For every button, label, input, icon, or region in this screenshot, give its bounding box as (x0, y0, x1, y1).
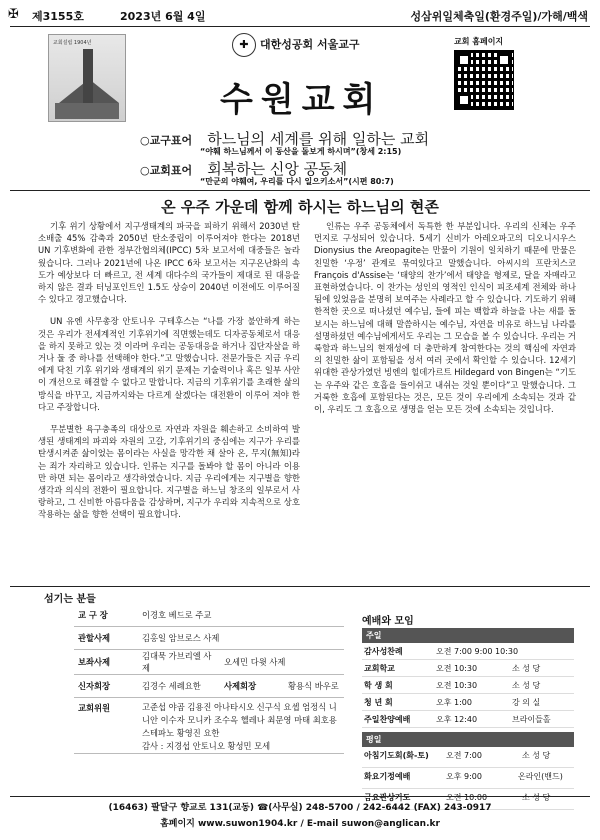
service-place: 소 성 당 (512, 664, 541, 673)
list-item (362, 747, 574, 768)
service-name: 감사성찬례 (364, 647, 403, 656)
service-place: 브라이들홀 (512, 715, 551, 724)
motto-label: ○교구표어 (140, 134, 193, 147)
service-name: 청 년 회 (364, 698, 393, 707)
staff-person: 김대묵 가브리엘 사제 (142, 651, 212, 673)
staff-auditor: 감사 : 지경섭 안토니오 황성민 모세 (142, 741, 271, 751)
service-name: 화요기정예배 (364, 772, 411, 781)
service-name: 교회학교 (364, 664, 395, 673)
web-email-line[interactable]: 홈페이지 www.suwon1904.kr / E-mail suwon@anglican.kr (160, 819, 440, 829)
service-name: 금요관상기도 (364, 793, 411, 802)
service-name: 주일찬양예배 (364, 715, 411, 724)
qr-finder-icon (457, 93, 471, 107)
church-photo (48, 34, 126, 122)
list-item (362, 643, 574, 660)
staff-role: 보좌사제 (78, 657, 111, 667)
service-time: 오후 12:40 (436, 715, 478, 724)
weekday-label: 평일 (362, 732, 574, 747)
article-paragraph: 인류는 우주 공동체에서 독특한 한 부분입니다. 우리의 신체는 우주먼지로 구성되어 있습니다. 5세기 신비가 아레오파고의 디오니시우스 Dionysius the Areopagite는 만물이 기원이 일치하기 때문에 만물은 친밀한 ‘우정’ 관계로 묶여있다고 말했습니다. 아씨시의 프란치스코 François d'Assise는 ‘태양의 찬가’에서 태양을 형제로, 달을 자매라고 표현하였습니다. 이 찬가는 성인의 영적인 인식이 피조세계 전체와 하나 됨에 있었음을 분명히 보여주는 사례라고 할 수 있습니다. 기도하기 위해 한적한 곳으로 떠나셨던 예수님, 들에 피는 백합과 하늘을 나는 새를 돌보시는 하느님에 대해 말씀하시는 예수님, 자연을 비유로 하느님 나라를 설명하셨던 예수님에게서도 우리는 그 모습을 볼 수 있습니다. 우리는 거룩함과 하느님의 현재성에 더 충만하게 참여한다는 것의 핵심에 자연과의 친밀한 삶이 포함됨을 성서 여러 곳에서 확인할 수 있습니다. 12세기 위대한 관상가였던 빙엔의 힐데가르트 Hildegard von Bingen는 “기도는 우주와 같은 호흡을 들이쉬고 내쉬는 것일 뿐이다”고 말했습니다. 그 거룩한 호흡에 포함된다는 것은, 모든 것이 우리에게 소속되는 것과 같이, 우리도 그 호흡으로 생명을 얻는 모든 것에 소속되는 것입니다. (314, 221, 576, 415)
issue-header (8, 8, 592, 24)
list-item (362, 768, 574, 789)
table-row (74, 675, 344, 698)
diocese-name: 대한성공회 서울교구 (260, 38, 360, 51)
homepage-label: 교회 홈페이지 (454, 37, 504, 46)
footer-divider (10, 796, 590, 797)
service-time: 오전 7:00 (446, 751, 482, 760)
staff-person: 김홍일 암브로스 사제 (142, 633, 220, 643)
worship-title: 예배와 모임 (362, 616, 414, 627)
motto-verse: “야훼 하느님께서 이 동산을 돌보게 하시며”(창세 2:15) (200, 147, 402, 156)
church-base-shape (55, 103, 119, 119)
motto-verse: “만군의 야훼여, 우리를 다시 일으키소서”(시편 80:7) (200, 177, 394, 186)
staff-person: 황용식 바우로 (288, 681, 339, 691)
staff-role: 사제회장 (224, 681, 257, 691)
article-paragraph: UN 유엔 사무총장 안토니우 구테후스는 “나를 가장 불안하게 하는 것은 우리가 전세계적인 기후위기에 직면했는데도 디자공동체로서 대응을 하지 못하고 있는 것 이라며 우리는 공동대응을 하거나 집단자살을 하거나 둘 중 하나를 선택해야 한다.”고 말했습니다. 전문가들은 지금 우리에게 닥친 기후 위기와 생태계의 위기 문제는 기술력이나 혹은 일부 사안이 개선으로 해결할 수 없다고 말합니다. 지금의 기후위기를 초래한 삶의 방식을 바꾸고, 지금까지와는 다르게 살겠다는 대전환이 이루어 져야 한다고 주장합니다. (38, 316, 300, 412)
feast-day: 성삼위일체축일(환경주일)/가해/백색 (410, 10, 588, 23)
staff-role: 교 구 장 (78, 610, 108, 620)
contact-footer (10, 800, 590, 829)
cross-icon: ✠ (8, 7, 19, 22)
staff-role: 관할사제 (78, 633, 111, 643)
table-row (74, 604, 344, 627)
list-item (362, 711, 574, 728)
service-name: 학 생 회 (364, 681, 393, 690)
service-place: 소 성 당 (512, 681, 541, 690)
qr-finder-icon (457, 53, 471, 67)
service-place: 강 의 실 (512, 698, 541, 707)
table-row (74, 627, 344, 650)
bottom-section-divider (10, 586, 590, 587)
issue-date: 2023년 6월 4일 (120, 10, 206, 23)
service-place: 온라인(밴드) (518, 772, 563, 781)
article-column-right (314, 220, 576, 425)
motto-label: ○교회표어 (140, 164, 193, 177)
table-row (74, 650, 344, 675)
service-time: 오후 1:00 (436, 698, 472, 707)
worship-schedule (362, 628, 574, 810)
service-time: 오전 7:00 9:00 10:30 (436, 647, 519, 656)
list-item (362, 694, 574, 711)
service-time: 오후 9:00 (446, 772, 482, 781)
staff-table (74, 604, 344, 754)
staff-title: 섬기는 분들 (44, 594, 96, 605)
issue-number: 제3155호 (32, 10, 84, 23)
church-tower-shape (83, 49, 93, 109)
article-paragraph: 기후 위기 상황에서 지구생태계의 파국을 피하기 위해서 2030년 탄소배출 45% 감축과 2050년 탄소중립이 이루어져야 한다는 2018년 UN 기후변화에 관한 정부간협의체(IPCC) 5차 보고서에 대중들은 놀라웠습니다. 그러나 2021년에 나온 IPCC 6차 보고서는 지구온난화의 속도가 예상보다 더 빠르고, 전 세계 대다수의 국가들이 제대로 된 대응을 하지 않은 결과 터닝포인트인 1.5도 상승이 2040년 이전에도 이루어질 수 있다고 경고했습니다. (38, 221, 300, 305)
staff-role: 교회위원 (78, 703, 111, 713)
service-time: 오전 10:30 (436, 664, 478, 673)
headline-top-divider (10, 190, 590, 191)
list-item (362, 677, 574, 694)
photo-caption: 교회설립 1904년 (53, 40, 92, 46)
staff-role: 신자회장 (78, 681, 111, 691)
staff-person: 오세민 다윗 사제 (224, 657, 286, 667)
service-time: 오전 10:30 (436, 681, 478, 690)
service-place: 소 성 당 (522, 793, 551, 802)
sunday-label: 주일 (362, 628, 574, 643)
header-divider (10, 26, 590, 27)
church-name-title: 수원교회 (220, 80, 384, 120)
homepage-qr-code[interactable] (454, 50, 514, 110)
diocese-seal-icon: ✚ (232, 33, 256, 57)
service-name: 아침기도회(화-토) (364, 751, 429, 760)
list-item (362, 660, 574, 677)
table-row (74, 698, 344, 754)
staff-person: 김경수 세례요한 (142, 681, 201, 691)
service-time: 오전 10:00 (446, 793, 488, 802)
staff-person: 이경호 베드로 주교 (142, 610, 212, 620)
motto-text: 하느님의 세계를 위해 일하는 교회 (207, 130, 430, 148)
address-line: (16463) 팔달구 향교로 131(교동) ☎(사무실) 248-5700 / 242-6442 (FAX) 243-0917 (108, 803, 492, 813)
qr-finder-icon (497, 53, 511, 67)
service-place: 소 성 당 (522, 751, 551, 760)
staff-council (138, 698, 344, 754)
staff-person: 고준섭 야곱 김용진 아나타시오 신구식 요셉 엄정식 니니안 이수자 모니카 조수옥 헬레나 최문영 마태 최호용 스테파노 황영진 요한 (142, 702, 337, 738)
article-column-left (38, 220, 300, 531)
motto-text: 회복하는 신앙 공동체 (207, 160, 348, 178)
article-paragraph: 무분별한 욕구충족의 대상으로 자연과 자원을 훼손하고 소비하여 발생된 생태계의 파괴와 자원의 고갈, 기후위기의 중심에는 지구가 우리를 탄생시켜준 삶이었는 몸이라는 사실을 망각한 채 살아 온, 무지(無知)라는 죄가 자리하고 있습니다. 인류는 지구를 돌봐야 할 몸이 아니라 이용만 하면 되는 몸이라고 생각하였습니다. 지금 우리에게는 지구별을 향한 생각과 의식의 전환이 필요합니다. 지구별을 하느님 창조의 일부로서 사랑하고, 그 신비한 아름다움을 감상하며, 지구가 우리와 지속적으로 상호작용하는 삶을 향한 선택이 필요합니다. (38, 424, 300, 520)
article-headline: 온 우주 가운데 함께 하시는 하느님의 현존 (161, 198, 439, 216)
